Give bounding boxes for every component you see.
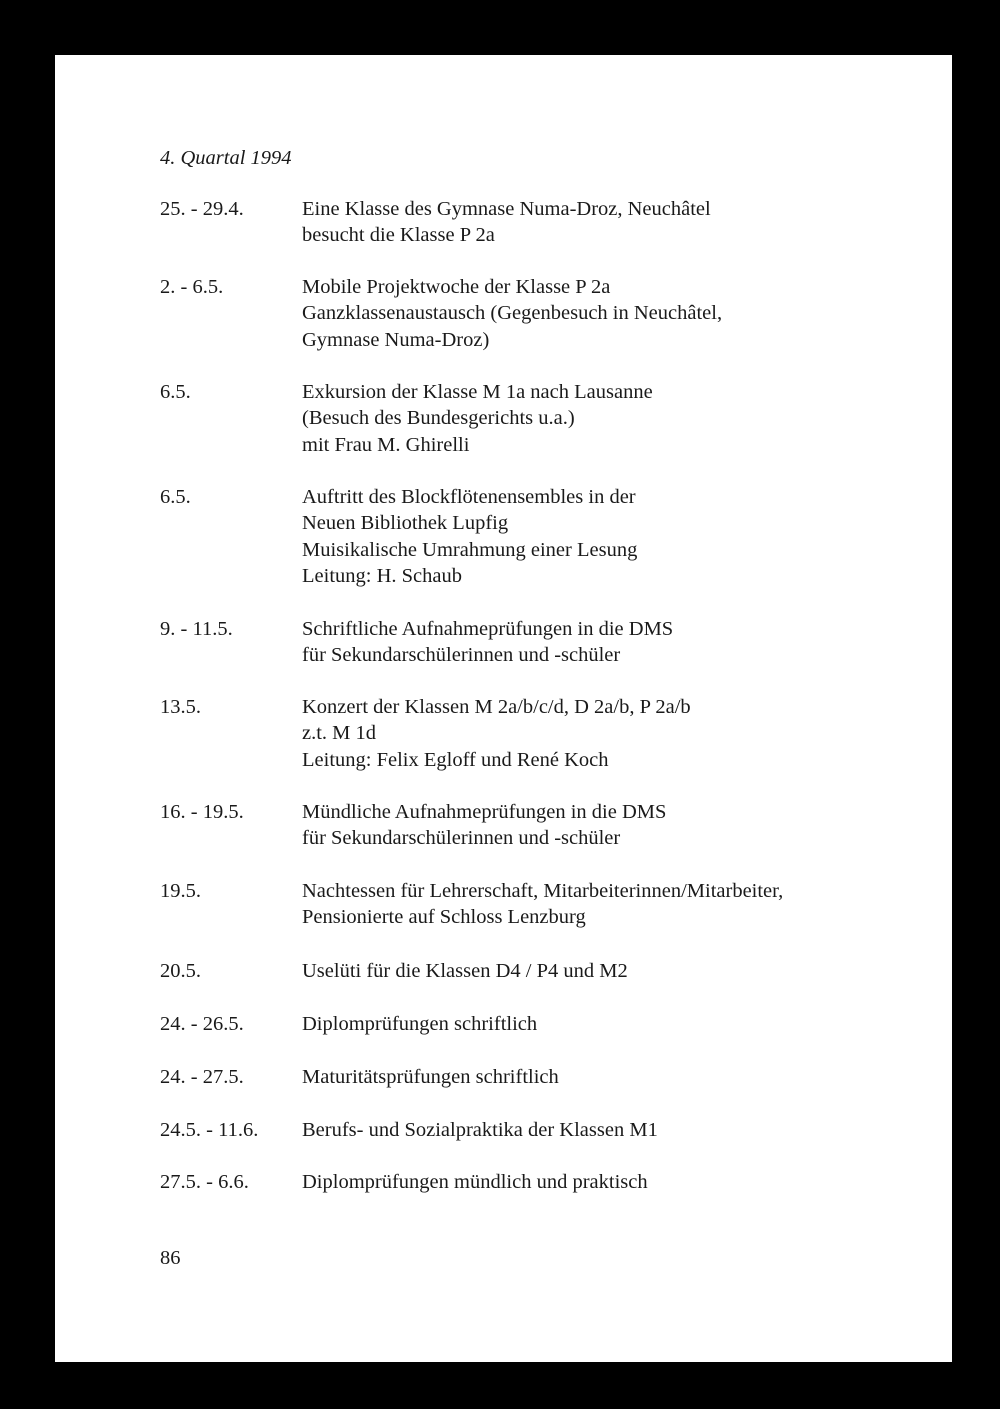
description-line: Leitung: Felix Egloff und René Koch [302, 748, 609, 771]
description-line: für Sekundarschülerinnen und -schüler [302, 827, 621, 850]
event-description [302, 379, 862, 458]
page-number: 86 [160, 1247, 181, 1269]
description-line: für Sekundarschülerinnen und -schüler [302, 644, 621, 667]
description-line: Ganzklassenaustausch (Gegenbesuch in Neuchâtel, [302, 302, 723, 325]
description-line: (Besuch des Bundesgerichts u.a.) [302, 407, 575, 430]
event-date: 6.5. [160, 381, 191, 403]
description-line: z.t. M 1d [302, 722, 377, 745]
event-date: 27.5. - 6.6. [160, 1171, 249, 1193]
event-date: 13.5. [160, 696, 201, 718]
event-date: 16. - 19.5. [160, 801, 244, 823]
description-line: Auftritt des Blockflötenensembles in der [302, 486, 636, 508]
description-line: besucht die Klasse P 2a [302, 224, 495, 247]
description-line: Mobile Projektwoche der Klasse P 2a [302, 276, 611, 298]
description-line: Schriftliche Aufnahmeprüfungen in die DMS [302, 618, 674, 640]
description-line: Uselüti für die Klassen D4 / P4 und M2 [302, 960, 628, 982]
description-line: Berufs- und Sozialpraktika der Klassen M1 [302, 1119, 658, 1141]
event-date: 19.5. [160, 880, 201, 902]
description-line: Eine Klasse des Gymnase Numa-Droz, Neuchâtel [302, 198, 711, 220]
event-date: 2. - 6.5. [160, 276, 224, 298]
description-line: Pensionierte auf Schloss Lenzburg [302, 906, 586, 929]
event-date: 9. - 11.5. [160, 618, 233, 640]
event-description [302, 616, 862, 669]
event-date: 24. - 26.5. [160, 1013, 244, 1035]
description-line: Exkursion der Klasse M 1a nach Lausanne [302, 381, 653, 403]
event-date: 25. - 29.4. [160, 198, 244, 220]
description-line: Nachtessen für Lehrerschaft, Mitarbeiterinnen/Mitarbeiter, [302, 880, 784, 902]
event-date: 24.5. - 11.6. [160, 1119, 259, 1141]
event-description [302, 484, 862, 589]
event-description [302, 958, 862, 984]
quarter-heading: 4. Quartal 1994 [160, 147, 292, 169]
description-line: Muisikalische Umrahmung einer Lesung [302, 538, 638, 561]
event-description [302, 274, 862, 353]
event-description [302, 1117, 862, 1143]
description-line: Neuen Bibliothek Lupfig [302, 512, 509, 535]
event-description [302, 1169, 862, 1195]
event-date: 24. - 27.5. [160, 1066, 244, 1088]
description-line: Diplomprüfungen mündlich und praktisch [302, 1171, 648, 1193]
event-description [302, 694, 862, 773]
description-line: Leitung: H. Schaub [302, 564, 462, 587]
description-line: Mündliche Aufnahmeprüfungen in die DMS [302, 801, 667, 823]
event-date: 20.5. [160, 960, 201, 982]
event-date: 6.5. [160, 486, 191, 508]
event-description [302, 878, 862, 931]
event-description [302, 1064, 862, 1090]
description-line: Maturitätsprüfungen schriftlich [302, 1066, 559, 1088]
event-description [302, 1011, 862, 1037]
event-description [302, 799, 862, 852]
description-line: Gymnase Numa-Droz) [302, 328, 490, 351]
description-line: mit Frau M. Ghirelli [302, 433, 470, 456]
description-line: Konzert der Klassen M 2a/b/c/d, D 2a/b, P 2a/b [302, 696, 691, 718]
description-line: Diplomprüfungen schriftlich [302, 1013, 538, 1035]
event-description [302, 196, 862, 249]
